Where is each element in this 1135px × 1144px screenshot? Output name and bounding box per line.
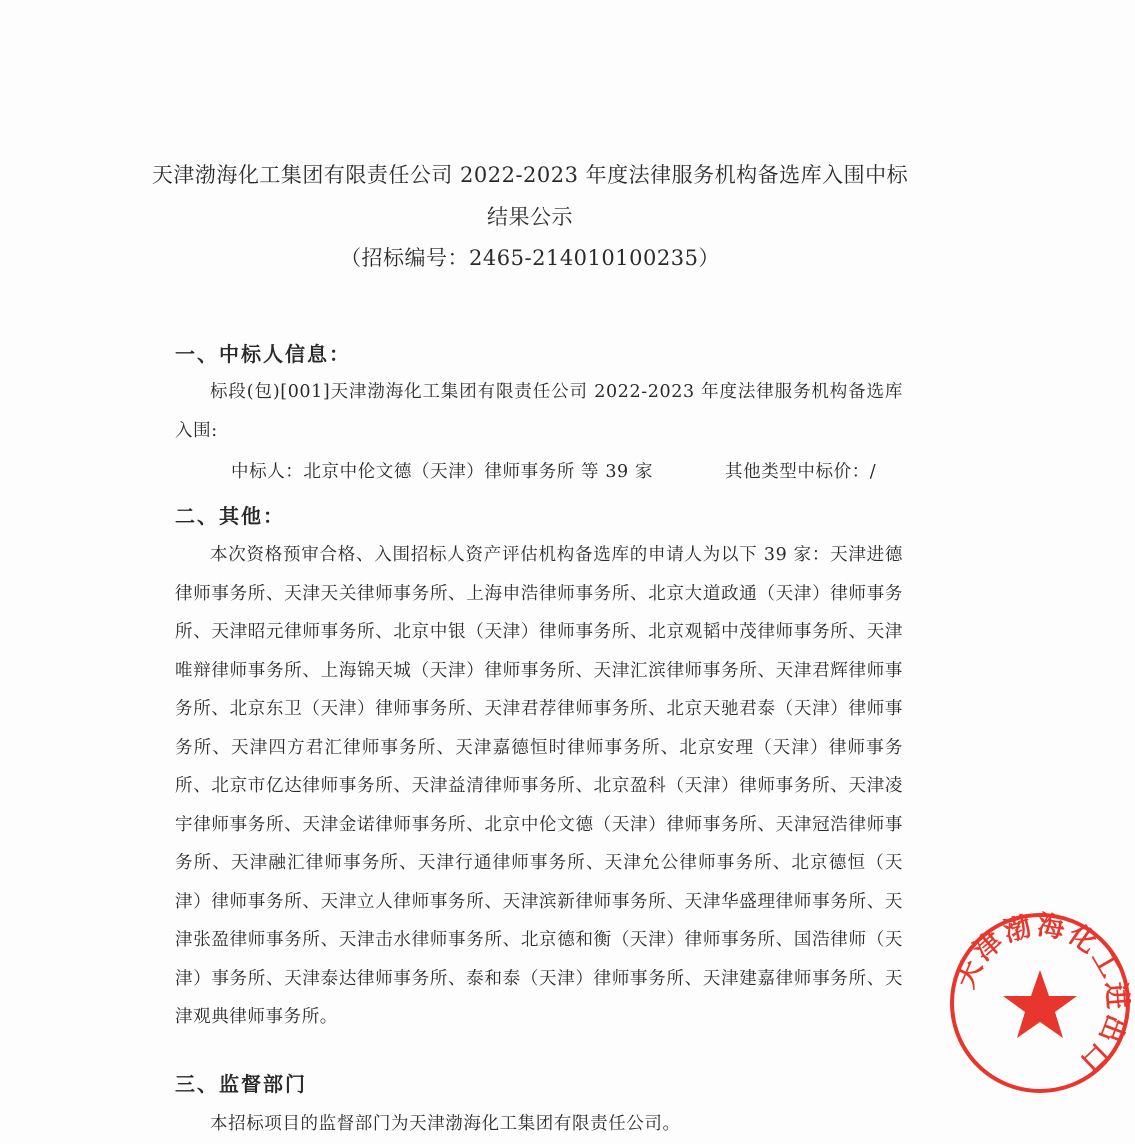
- tender-number: （招标编号：2465-214010100235）: [340, 246, 720, 270]
- section-heading-supervision: 三、监督部门: [175, 1072, 307, 1096]
- company-seal-stamp: [945, 908, 1135, 1098]
- section-winner-paragraph: 标段(包)[001]天津渤海化工集团有限责任公司 2022-2023 年度法律服务机构备选库入围:: [175, 382, 903, 441]
- seal-text: 天津渤海化工进出口: [949, 909, 1133, 1080]
- document-title-line1: 天津渤海化工集团有限责任公司 2022-2023 年度法律服务机构备选库入围中标: [151, 163, 909, 187]
- document-title-line2: 结果公示: [487, 205, 573, 229]
- section-other-paragraph: 本次资格预审合格、入围招标人资产评估机构备选库的申请人为以下 39 家：天津进德律师事务所、天津天关律师事务所、上海申浩律师事务所、北京大道政通（天津）律师事务所、天津昭元律师事务所、北京中银（天津）律师事务所、北京观韬中茂律师事务所、天津唯辩律师事务所、上海锦天城（天津）律师事务所、天津汇滨律师事务所、天津君辉律师事务所、北京东卫（天津）律师事务所、天津君荐律师事务所、北京天驰君泰（天津）律师事务所、天津四方君汇律师事务所、天津嘉德恒时律师事务所、北京安理（天津）律师事务所、北京市亿达律师事务所、天津益清律师事务所、北京盈科（天津）律师事务所、天津凌宇律师事务所、天津金诺律师事务所、北京中伦文德（天津）律师事务所、天津冠浩律师事务所、天津融汇律师事务所、天津行通律师事务所、天津允公律师事务所、北京德恒（天津）律师事务所、天津立人律师事务所、天津滨新律师事务所、天津华盛理律师事务所、天津张盈律师事务所、天津击水律师事务所、北京德和衡（天津）律师事务所、国浩律师（天津）事务所、天津泰达律师事务所、泰和泰（天津）律师事务所、天津建嘉律师事务所、天津观典律师事务所。: [175, 545, 903, 1027]
- winner-row: [231, 457, 891, 487]
- other-price-text: 其他类型中标价：/: [725, 462, 877, 482]
- winner-text: 中标人：北京中伦文德（天津）律师事务所 等 39 家: [231, 462, 654, 482]
- section-heading-other: 二、其他：: [175, 504, 285, 528]
- section-supervision-paragraph: 本招标项目的监督部门为天津渤海化工集团有限责任公司。: [210, 1114, 681, 1134]
- seal-star-icon: [1003, 970, 1077, 1038]
- section-heading-winner-info: 一、中标人信息：: [175, 342, 351, 366]
